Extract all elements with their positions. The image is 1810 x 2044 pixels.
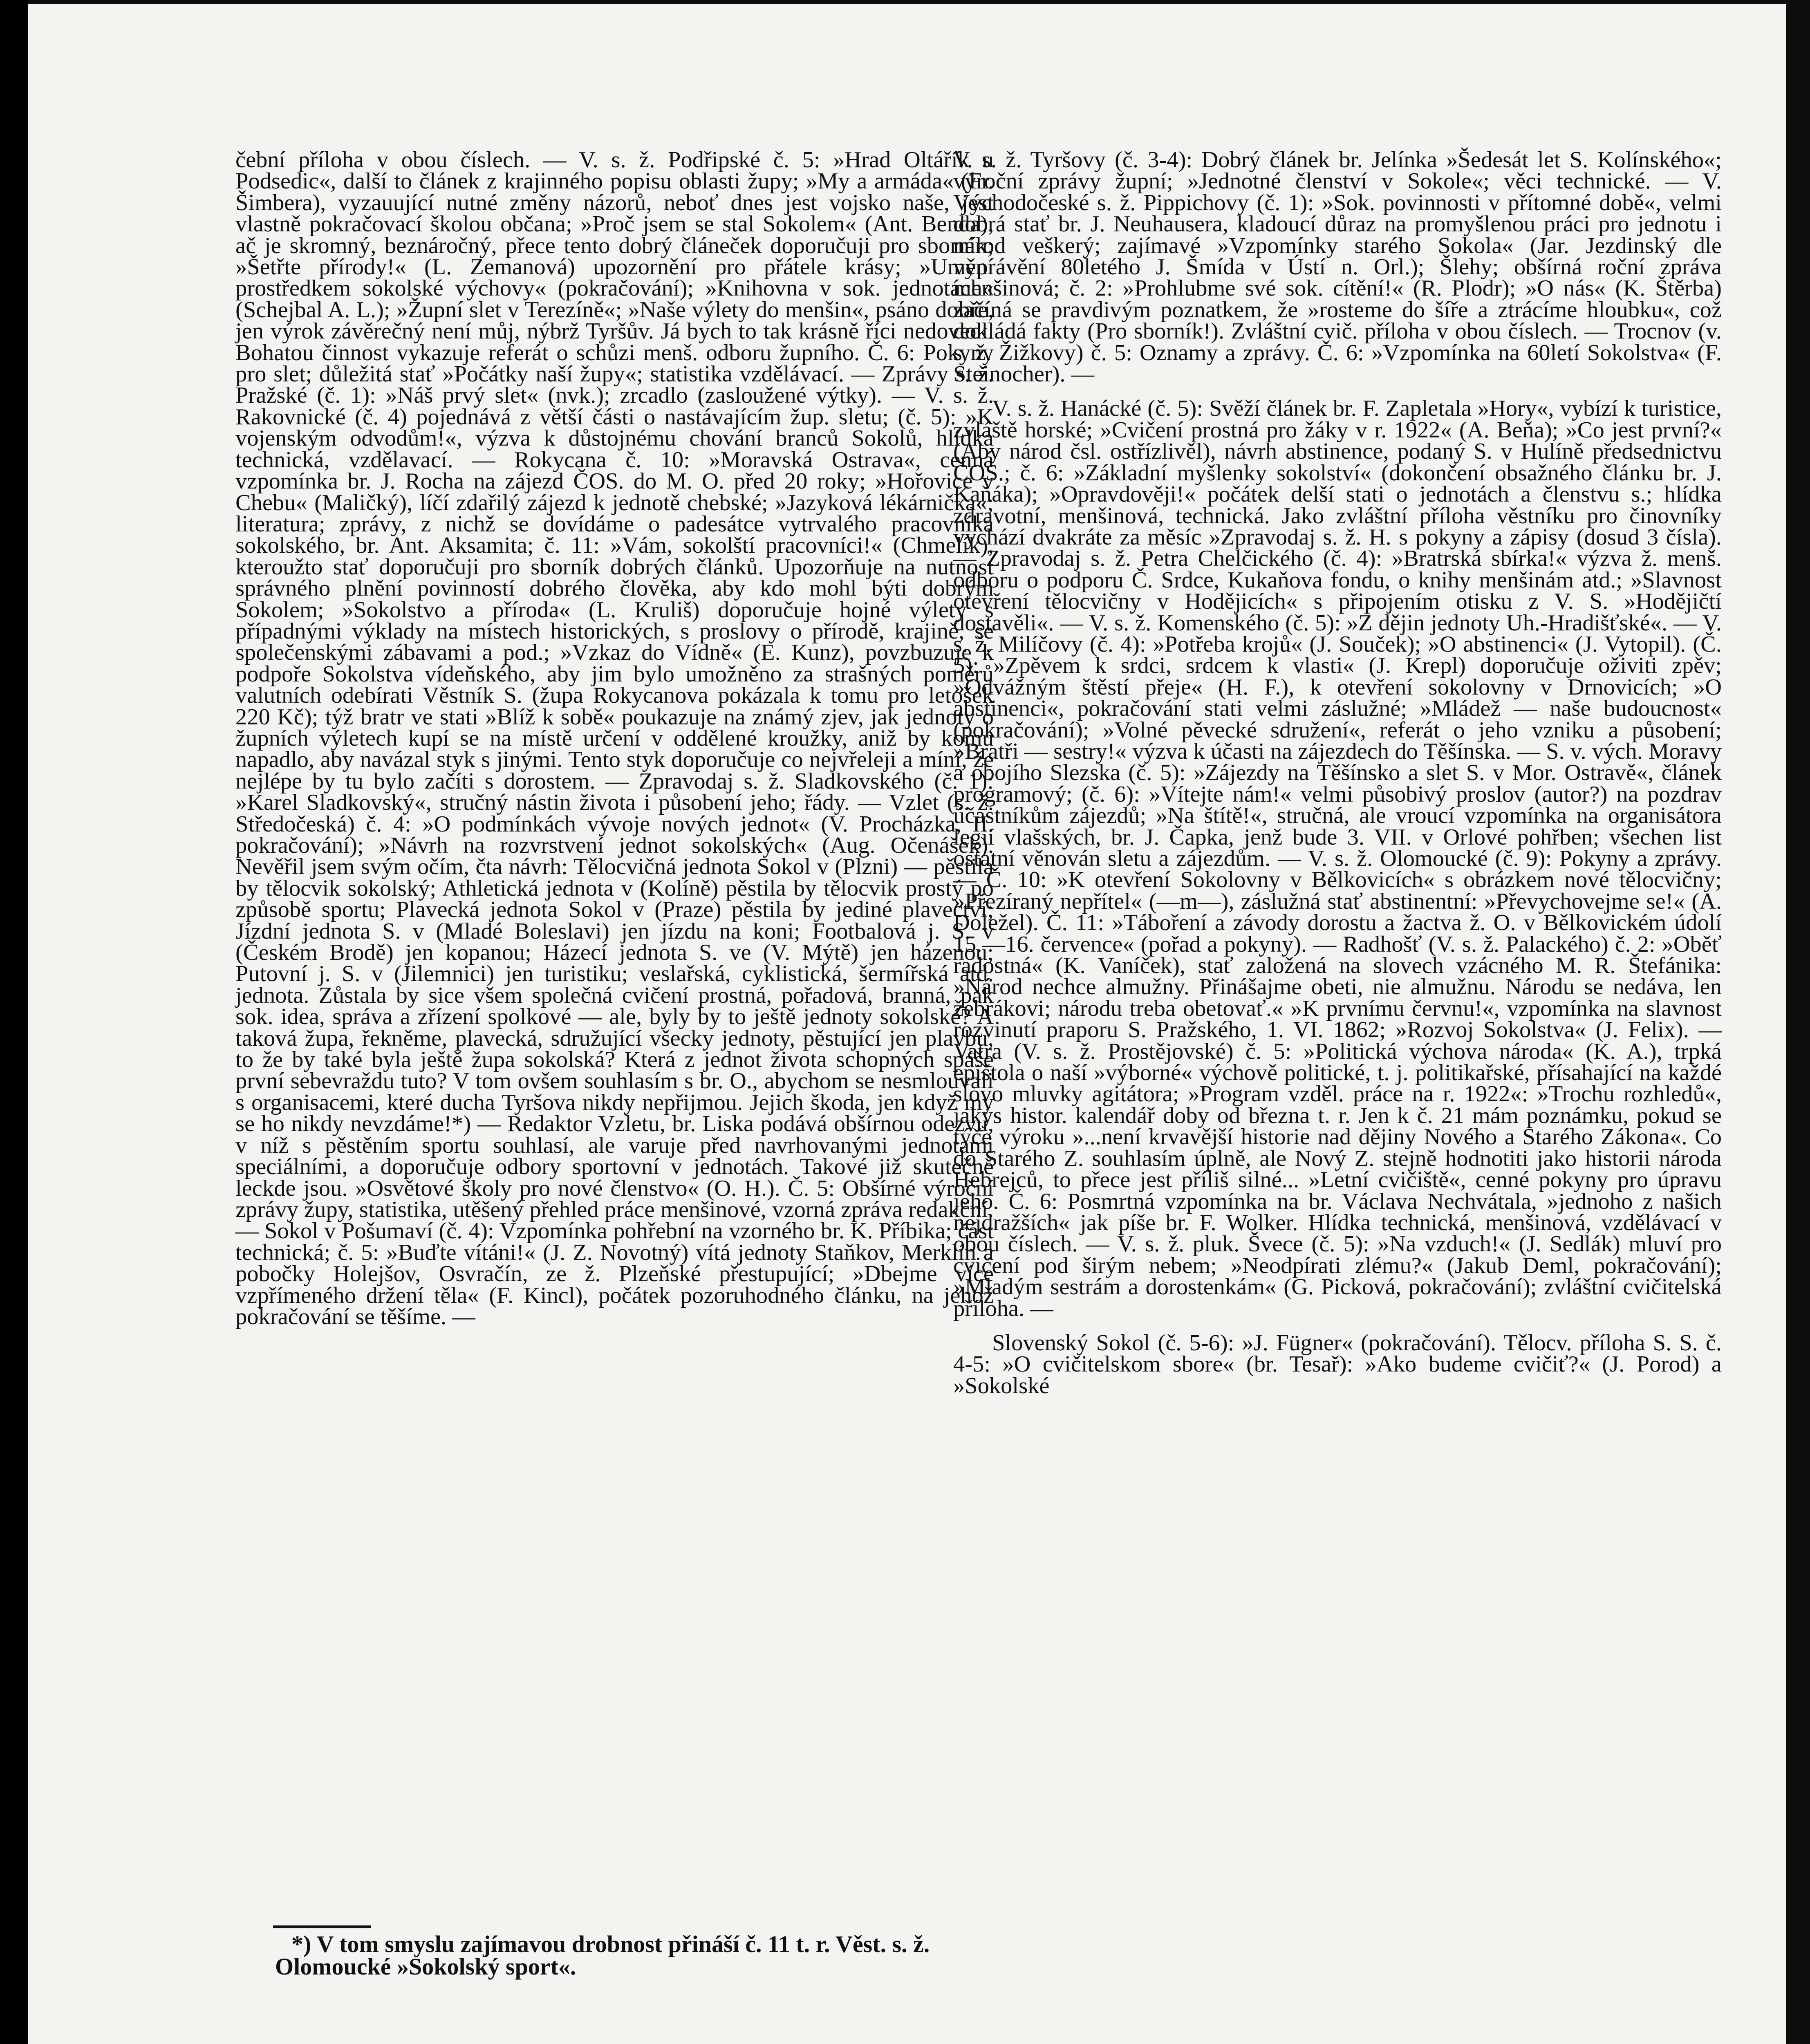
- left-column: [235, 149, 994, 1327]
- right-paragraph-3: Slovenský Sokol (č. 5-6): »J. Fügner« (pokračování). Tělocv. příloha S. S. č. 4-5: »O cvičitelskom sbore« (br. Tesař): »Ako budeme cvičiť?« (J. Porod) a »Sokolské: [953, 1330, 1722, 1399]
- page: [28, 4, 1786, 2044]
- scan-edge: [0, 0, 28, 2044]
- footnote-rule: [273, 1925, 371, 1928]
- left-paragraph-1: čební příloha v obou číslech. — V. s. ž. Podřipské č. 5: »Hrad Oltářík u Podsedic«, další to článek z krajinného popisu oblasti župy; »My a armáda« (Fr. Šimbera), vyzauující nutné změny názorů, neboť dnes jest vojsko naše, jest vlastně pokračovací školou občana; »Proč jsem se stal Sokolem« (Ant. Benda), ač je skromný, beznáročný, přece tento dobrý článeček doporučuji pro sborník; »Šetřte přírody!« (L. Zemanová) upozornění pro přátele krásy; »Umění prostředkem sokolské výchovy« (pokračování); »Knihovna v sok. jednotách« (Schejbal A. L.); »Župní slet v Terezíně«; »Naše výlety do menšin«, psáno dobře, jen výrok závěrečný není můj, nýbrž Tyršův. Já bych to tak krásně říci nedovedl. Bohatou činnost vykazuje referát o schůzi menš. odboru župního. Č. 6: Pokyny pro slet; důležitá stať »Počátky naší župy«; statistika vzdělávací. — Zprávy s. ž. Pražské (č. 1): »Náš prvý slet« (nvk.); zrcadlo (zasloužené výtky). — V. s. ž. Rakovnické (č. 4) pojednává z větší části o nastávajícím žup. sletu; (č. 5): »K vojenským odvodům!«, výzva k důstojnému chování branců Sokolů, hlídka technická, vzdělavací. — Rokycana č. 10: »Moravská Ostrava«, cenná vzpomínka br. J. Rocha na zájezd ČOS. do M. O. před 20 roky; »Hořovice v Chebu« (Maličký), líčí zdařilý zájezd k jednotě chebské; »Jazyková lékárnička«; literatura; zprávy, z nichž se dovídáme o padesátce vytrvalého pracovníka sokolského, br. Ant. Aksamita; č. 11: »Vám, sokolští pracovníci!« (Chmelík), kteroužto stať doporučuji pro sborník dobrých článků. Upozorňuje na nutnost správného plnění povinností dobrého člověka, aby kdo mohl býti dobrým Sokolem; »Sokolstvo a příroda« (L. Kruliš) doporučuje hojné výlety s případnými výklady na místech historických, s proslovy o přírodě, krajině, se společenskými zábavami a pod.; »Vzkaz do Vídně« (E. Kunz), povzbuzuje k podpoře Sokolstva vídeňského, aby jim bylo umožněno za strašných poměrů valutních odebírati Věstník S. (župa Rokycanova pokázala k tomu pro letošek 220 Kč); týž bratr ve stati »Blíž k sobě« poukazuje na známý zjev, jak jednoty o župních výletech kupí se na místě určení v oddělené kroužky, aniž by komu napadlo, aby navázal styk s jinými. Tento styk doporučuje co nejvřeleji a míní, že nejlépe by tu bylo začíti s dorostem. — Zpravodaj s. ž. Sladkovského (č. 1): »Karel Sladkovský«, stručný nástin života i působení jeho; řády. — Vzlet (s. ž. Středočeská) č. 4: »O podmínkách vývoje nových jednot« (V. Procházka, II. pokračování); »Návrh na rozvrstvení jednot sokolských« (Aug. Očenášek). Nevěřil jsem svým očím, čta návrh: Tělocvičná jednota Sokol v (Plzni) — pěstila by tělocvik sokolský; Athletická jednota v (Kolíně) pěstila by tělocvik prostý po způsobě sportu; Plavecká jednota Sokol v (Praze) pěstila by jediné plavectví; Jízdní jednota S. v (Mladé Boleslavi) jen jízdu na koni; Footbalová j. S. v (Českém Brodě) jen kopanou; Házecí jednota S. ve (V. Mýtě) jen házenou; Putovní j. S. v (Jilemnici) jen turistiku; veslařská, cyklistická, šermířská atd. jednota. Zůstala by sice všem společná cvičení prostná, pořadová, branná, pak sok. idea, správa a zřízení spolkové — ale, byly by to ještě jednoty sokolské? A taková župa, řekněme, plavecká, sdružující všecky jednoty, pěstující jen plavbu, to že by také byla ještě župa sokolská? Která z jednot života schopných spáše první sebevraždu tuto? V tom ovšem souhlasím s br. O., abychom se nesmlouvali s organisacemi, které ducha Tyršova nikdy nepřijmou. Jejich škoda, jen když my se ho nikdy nevzdáme!*) — Redaktor Vzletu, br. Liska podává obšírnou odezvu, v níž s pěstěním sportu souhlasí, ale varuje před navrhovanými jednotami speciálními, a doporučuje odbory sportovní v jednotách. Takové již skutečně leckde jsou. »Osvětové školy pro nové členstvo« (O. H.). Č. 5: Obšírné výroční zprávy župy, statistika, utěšený přehled práce menšinové, vzorná zpráva redakční. — Sokol v Pošumaví (č. 4): Vzpomínka pohřební na vzorného br. K. Příbika; část technická; č. 5: »Buďte vítáni!« (J. Z. Novotný) vítá jednoty Staňkov, Merklín a pobočky Holejšov, Osvračín, ze ž. Plzeňské přestupující; »Dbejme více vzpřímeného držení těla« (F. Kincl), počátek pozoruhodného článku, na jehož pokračování se těšíme. —: [235, 147, 994, 1329]
- right-paragraph-1: V. s. ž. Tyršovy (č. 3-4): Dobrý článek br. Jelínka »Šedesát let S. Kolínského«; výroční zprávy župní; »Jednotné členství v Sokole«; věci technické. — V. Východočeské s. ž. Pippichovy (č. 1): »Sok. povinnosti v přítomné době«, velmi dobrá stať br. J. Neuhausera, kladoucí důraz na promyšlenou práci pro jednotu i národ veškerý; zajímavé »Vzpomínky starého Sokola« (Jar. Jezdinský dle vyprávění 80letého J. Šmída v Ústí n. Orl.); Šlehy; obšírná roční zpráva menšinová; č. 2: »Prohlubme své sok. cítění!« (R. Plodr); »O nás« (K. Štěrba) začíná se pravdivým poznatkem, že »rosteme do šíře a ztrácíme hloubku«, což dokládá fakty (Pro sborník!). Zvláštní cvič. příloha v obou číslech. — Trocnov (v. s. ž. Žižkovy) č. 5: Oznamy a zprávy. Č. 6: »Vzpomínka na 60letí Sokolstva« (F. Steinocher). —: [953, 147, 1722, 387]
- footnote: *) V tom smyslu zajímavou drobnost přináší č. 11 t. r. Věst. s. ž. Olomoucké »Sokolský sport«.: [275, 1931, 930, 1980]
- right-paragraph-2: V. s. ž. Hanácké (č. 5): Svěží článek br. F. Zapletala »Hory«, vybízí k turistice, zvláště horské; »Cvičení prostná pro žáky v r. 1922« (A. Beňa); »Co jest první?« (Aby národ čsl. ostřízlivěl), návrh abstinence, podaný S. v Hulíně předsednictvu ČOS.; č. 6: »Základní myšlenky sokolství« (dokončení obsažného článku br. J. Kaňáka); »Opravdověji!« počátek delší stati o jednotách a členstvu s.; hlídka zdravotní, menšinová, technická. Jako zvláštní příloha věstníku pro činovníky vychází dvakráte za měsíc »Zpravodaj s. ž. H. s pokyny a zápisy (dosud 3 čísla). — Zpravodaj s. ž. Petra Chelčického (č. 4): »Bratrská sbírka!« výzva ž. menš. odboru o podporu Č. Srdce, Kukaňova fondu, o knihy menšinám atd.; »Slavnost otevření tělocvičny v Hodějicích« s připojením otisku z V. S. »Hodějičtí dostavěli«. — V. s. ž. Komenského (č. 5): »Z dějin jednoty Uh.-Hradišťské«. — V. s. ž. Milíčovy (č. 4): »Potřeba krojů« (J. Souček); »O abstinenci« (J. Vytopil). (Č. 5): »Zpěvem k srdci, srdcem k vlasti« (J. Krepl) doporučuje oživiti zpěv; »Odvážným štěstí přeje« (H. F.), k otevření sokolovny v Drnovicích; »O abstinenci«, pokračování stati velmi záslužné; »Mládež — naše budoucnost« (pokračování); »Volné pěvecké sdružení«, referát o jeho vzniku a působení; »Bratři — sestry!« výzva k účasti na zájezdech do Těšínska. — S. v. vých. Moravy a obojího Slezska (č. 5): »Zájezdy na Těšínsko a slet S. v Mor. Ostravě«, článek programový; (č. 6): »Vítejte nám!« velmi působivý proslov (autor?) na pozdrav účastníkům zájezdů; »Na štítě!«, stručná, ale vroucí vzpomínka na organisátora legií vlašských, br. J. Čapka, jenž bude 3. VII. v Orlové pohřben; všechen list ostatní věnován sletu a zájezdům. — V. s. ž. Olomoucké (č. 9): Pokyny a zprávy. — Č. 10: »K otevření Sokolovny v Bělkovicích« s obrázkem nové tělocvičny; »Přezíraný nepřítel« (—m—), záslužná stať abstinentní: »Převychovejme se!« (A. Doležel). Č. 11: »Táboření a závody dorostu a žactva ž. O. v Bělkovickém údolí 15.—16. července« (pořad a pokyny). — Radhošť (V. s. ž. Palackého) č. 2: »Oběť radostná« (K. Vaníček), stať založená na slovech vzácného M. R. Štefánika: »Národ nechce almužny. Přinášajme obeti, nie almužnu. Národu se nedáva, len žebrákovi; národu treba obetovať.« »K prvnímu červnu!«, vzpomínka na slavnost rozvinutí praporu S. Pražského, 1. VI. 1862; »Rozvoj Sokolstva« (J. Felix). — Vatra (V. s. ž. Prostějovské) č. 5: »Politická výchova národa« (K. A.), trpká epištola o naší »výborné« výchově politické, t. j. politikařské, přísahající na každé slovo mluvky agitátora; »Program vzděl. práce na r. 1922«: »Trochu rozhledů«, jakýs histor. kalendář doby od března t. r. Jen k č. 21 mám poznámku, pokud se týče výroku »...není krvavější historie nad dějiny Nového a Starého Zákona«. Co do Starého Z. souhlasím úplně, ale Nový Z. stejně hodnotiti jako historii národa Hebrejců, to přece jest příliš silné... »Letní cvičiště«, cenné pokyny pro úpravu jeho. Č. 6: Posmrtná vzpomínka na br. Václava Nechvátala, »jednoho z našich nejdražších« jak píše br. F. Wolker. Hlídka technická, menšinová, vzdělávací v obou číslech. — V. s. ž. pluk. Švece (č. 5): »Na vzduch!« (J. Sedlák) mluví pro cvičení pod širým nebem; »Neodpírati zlému?« (Jakub Deml, pokračování); »Mladým sestrám a dorostenkám« (G. Picková, pokračování); zvláštní cvičitelská příloha. —: [953, 396, 1722, 1321]
- right-column: [953, 147, 1722, 1399]
